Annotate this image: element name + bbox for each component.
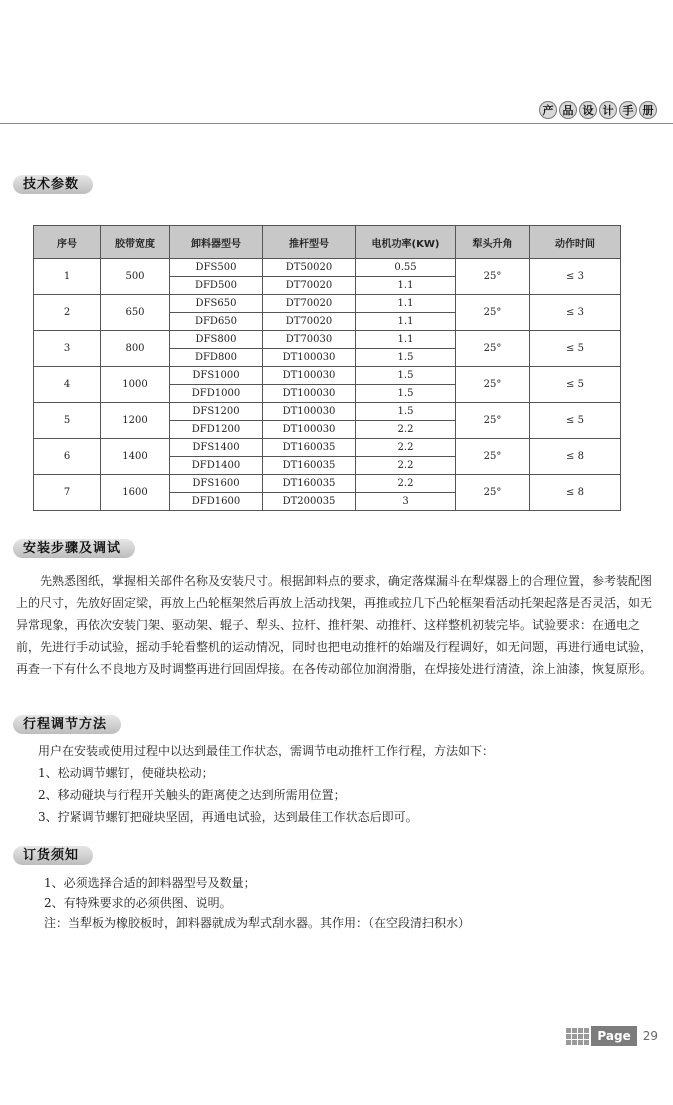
page-footer [566,1026,658,1046]
brand-char: 手 [619,101,637,119]
cell-belt-width: 1600 [101,475,170,511]
cell-pushrod: DT50020 [263,259,356,277]
cell-pushrod: DT100030 [263,403,356,421]
cell-pushrod: DT100030 [263,367,356,385]
page-number: 29 [642,1029,658,1043]
table-row [34,475,621,493]
cell-pushrod: DT100030 [263,421,356,439]
cell-power: 1.1 [356,313,456,331]
cell-model: DFD1000 [170,385,263,403]
cell-pushrod: DT70030 [263,331,356,349]
stroke-step: 1、松动调节螺钉，使碰块松动； [38,766,214,780]
table-row [34,259,621,277]
cell-pushrod: DT100030 [263,385,356,403]
cell-time: ≤ 3 [530,259,621,295]
brand-badge-group [539,101,657,119]
table-body [34,259,621,511]
cell-pushrod: DT200035 [263,493,356,511]
cell-model: DFS1600 [170,475,263,493]
table-row [34,403,621,421]
cell-pushrod: DT70020 [263,295,356,313]
cell-time: ≤ 8 [530,475,621,511]
brand-char: 产 [539,101,557,119]
section-title-install: 安装步骤及调试 [13,539,135,558]
cell-power: 2.2 [356,475,456,493]
spec-table [33,225,621,511]
stroke-step: 3、拧紧调节螺钉把碰块坚固，再通电试验，达到最佳工作状态后即可。 [38,810,418,824]
cell-angle: 25° [456,259,530,295]
cell-model: DFD1200 [170,421,263,439]
stroke-intro: 用户在安装或使用过程中以达到最佳工作状态，需调节电动推杆工作行程，方法如下： [38,744,495,758]
cell-model: DFD500 [170,277,263,295]
order-item: 1、必须选择合适的卸料器型号及数量； [44,876,256,890]
cell-model: DFS500 [170,259,263,277]
table-row [34,295,621,313]
cell-time: ≤ 5 [530,367,621,403]
cell-model: DFS1400 [170,439,263,457]
table-row [34,331,621,349]
cell-model: DFD800 [170,349,263,367]
cell-no: 1 [34,259,101,295]
cell-time: ≤ 5 [530,403,621,439]
cell-power: 0.55 [356,259,456,277]
brand-char: 设 [579,101,597,119]
cell-power: 1.5 [356,349,456,367]
cell-pushrod: DT70020 [263,277,356,295]
cell-power: 1.5 [356,367,456,385]
cell-pushrod: DT160035 [263,439,356,457]
cell-model: DFD650 [170,313,263,331]
col-header-pushrod: 推杆型号 [263,226,356,259]
brand-char: 册 [639,101,657,119]
cell-model: DFS800 [170,331,263,349]
cell-no: 3 [34,331,101,367]
cell-pushrod: DT100030 [263,349,356,367]
cell-angle: 25° [456,295,530,331]
cell-time: ≤ 8 [530,439,621,475]
cell-power: 1.5 [356,403,456,421]
section-title-stroke: 行程调节方法 [13,715,121,734]
stroke-step: 2、移动碰块与行程开关触头的距离使之达到所需用位置； [38,788,346,802]
col-header-power: 电机功率(KW) [356,226,456,259]
cell-angle: 25° [456,331,530,367]
cell-model: DFS1200 [170,403,263,421]
section-title-order: 订货须知 [13,846,93,865]
cell-angle: 25° [456,439,530,475]
cell-belt-width: 800 [101,331,170,367]
cell-belt-width: 650 [101,295,170,331]
cell-belt-width: 1000 [101,367,170,403]
cell-pushrod: DT70020 [263,313,356,331]
table-header-row [34,226,621,259]
cell-belt-width: 500 [101,259,170,295]
cell-time: ≤ 3 [530,295,621,331]
cell-time: ≤ 5 [530,331,621,367]
cell-pushrod: DT160035 [263,457,356,475]
table-row [34,367,621,385]
col-header-no: 序号 [34,226,101,259]
cell-no: 6 [34,439,101,475]
cell-power: 1.5 [356,385,456,403]
cell-model: DFS1000 [170,367,263,385]
cell-model: DFS650 [170,295,263,313]
cell-power: 2.2 [356,421,456,439]
cell-power: 1.1 [356,277,456,295]
col-header-model: 卸料器型号 [170,226,263,259]
brand-char: 计 [599,101,617,119]
install-paragraph: 先熟悉图纸，掌握相关部件名称及安装尺寸。根据卸料点的要求，确定落煤漏斗在犁煤器上的合理位置，参考装配图上的尺寸，先放好固定梁，再放上凸轮框架然后再放上活动找架，再推或拉几下凸轮框架看活动托架起落是否灵活，如无异常现象，再依次安装门架、驱动架、辊子、犁头、拉杆、推杆架、动推杆、这样整机初装完毕。试验要求：在通电之前，先进行手动试验，摇动手轮看整机的运动情况，同时也把电动推杆的始端及行程调好，如无问题，再进行通电试验，再查一下有什么不良地方及时调整再进行回固焊接。在各传动部位加润滑脂，在焊接处进行清渣，涂上油漆，恢复原形。 [16,574,653,676]
cell-power: 2.2 [356,457,456,475]
cell-angle: 25° [456,475,530,511]
cell-belt-width: 1400 [101,439,170,475]
col-header-time: 动作时间 [530,226,621,259]
cell-power: 2.2 [356,439,456,457]
cell-power: 1.1 [356,295,456,313]
header-divider [0,123,673,124]
cell-belt-width: 1200 [101,403,170,439]
order-note: 注：当犁板为橡胶板时，卸料器就成为犁式刮水器。其作用：（在空段清扫积水） [44,916,471,930]
cell-model: DFD1400 [170,457,263,475]
decorative-squares-icon [566,1028,589,1045]
cell-power: 3 [356,493,456,511]
cell-pushrod: DT160035 [263,475,356,493]
brand-char: 品 [559,101,577,119]
order-item: 2、有特殊要求的必须供图、说明。 [44,896,232,910]
cell-no: 4 [34,367,101,403]
cell-angle: 25° [456,367,530,403]
section-title-specs: 技术参数 [13,175,93,194]
cell-power: 1.1 [356,331,456,349]
cell-no: 2 [34,295,101,331]
table-row [34,439,621,457]
col-header-angle: 犁头升角 [456,226,530,259]
col-header-width: 胶带宽度 [101,226,170,259]
cell-no: 5 [34,403,101,439]
cell-no: 7 [34,475,101,511]
cell-angle: 25° [456,403,530,439]
cell-model: DFD1600 [170,493,263,511]
page-label: Page [591,1026,636,1046]
